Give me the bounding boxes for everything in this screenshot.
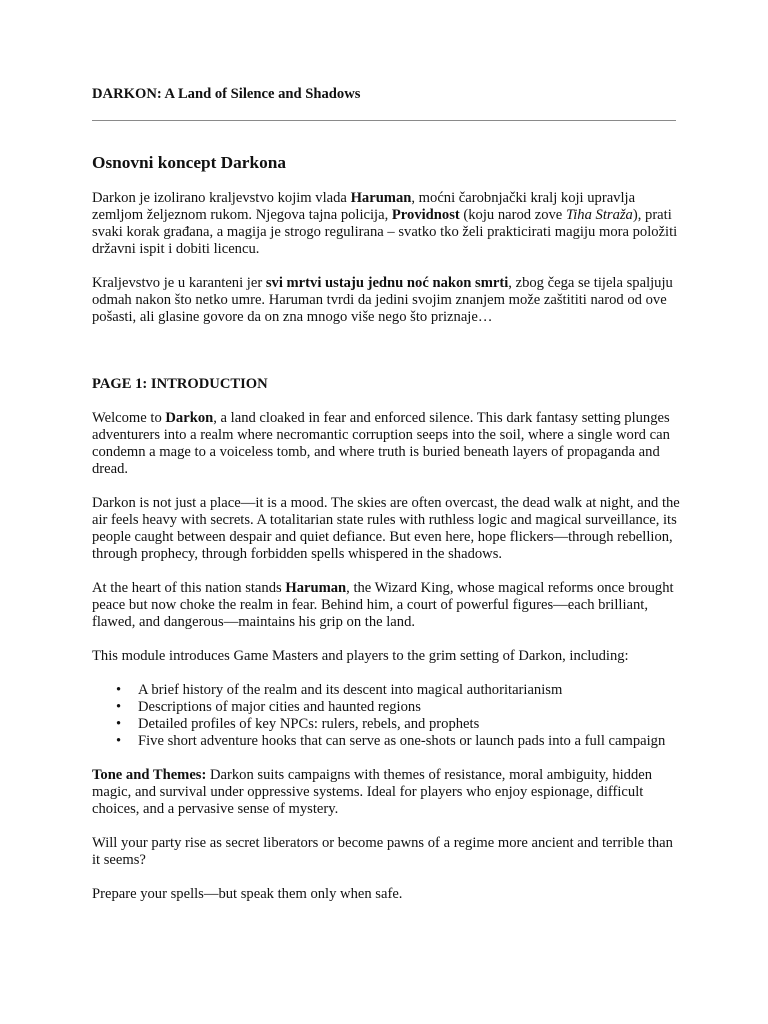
document-body xyxy=(92,152,680,903)
text-run: Kraljevstvo je u karanteni jer xyxy=(92,275,266,291)
list-item xyxy=(116,733,680,750)
paragraph-intro-1 xyxy=(92,410,680,478)
paragraph-intro-4 xyxy=(92,648,680,665)
list-item xyxy=(116,682,680,699)
paragraph-closing xyxy=(92,886,680,903)
paragraph-intro-2 xyxy=(92,495,680,563)
text-run: , a land cloaked in fear and enforced silence. This dark fantasy setting plunges adventurers into a realm where necromantic corruption seeps into the soil, where a single word can condemn a mage to a voiceless tomb, and where truth is buried beneath layers of propaganda and dread. xyxy=(92,410,670,477)
text-run: This module introduces Game Masters and players to the grim setting of Darkon, including: xyxy=(92,648,629,664)
paragraph-party-question xyxy=(92,835,680,869)
section-heading-sr: Osnovni koncept Darkona xyxy=(92,153,286,172)
paragraph-tone-themes xyxy=(92,767,680,818)
paragraph-sr-2 xyxy=(92,275,680,326)
emphasis-bold: Providnost xyxy=(391,207,460,223)
text-run: Welcome to xyxy=(92,410,166,426)
text-run: Darkon is not just a place—it is a mood. The skies are often overcast, the dead walk at night, and the air feels heavy with secrets. A totalitarian state rules with ruthless logic and magical surveillance, its people caught between despair and quiet defiance. But even here, hope flickers—through rebellion, through prophecy, through forbidden spells whispered in the shadows. xyxy=(92,495,680,562)
header-divider xyxy=(92,120,676,121)
emphasis-bold: Darkon xyxy=(165,410,214,426)
text-run: Darkon je izolirano kraljevstvo kojim vlada xyxy=(92,190,351,206)
bullet-icon: • xyxy=(116,733,122,749)
bullet-icon: • xyxy=(116,716,122,732)
list-item-text: Detailed profiles of key NPCs: rulers, rebels, and prophets xyxy=(138,716,480,732)
emphasis-bold: Tone and Themes: xyxy=(92,767,207,783)
document-title: DARKON: A Land of Silence and Shadows xyxy=(92,86,361,102)
list-item-text: A brief history of the realm and its descent into magical authoritarianism xyxy=(138,682,563,698)
emphasis-bold: svi mrtvi ustaju jednu noć nakon smrti xyxy=(265,275,509,291)
list-item xyxy=(116,716,680,733)
text-run: (koju narod zove xyxy=(459,207,566,223)
bullet-icon: • xyxy=(116,682,122,698)
paragraph-sr-1 xyxy=(92,190,680,258)
text-run: Prepare your spells—but speak them only when safe. xyxy=(92,886,403,902)
list-item-text: Five short adventure hooks that can serve as one-shots or launch pads into a full campaign xyxy=(138,733,666,749)
text-run: , moćni čarobnjački kralj koji upravlja zemljom željeznom rukom. Njegova tajna policija, xyxy=(92,190,636,223)
text-run: Will your party rise as secret liberators or become pawns of a regime more ancient and terrible than it seems? xyxy=(92,835,673,868)
text-run: , the Wizard King, whose magical reforms once brought peace but now choke the realm in fear. Behind him, a court of powerful figures—each brilliant, flawed, and dangerous—maintains his grip on the land. xyxy=(92,580,674,630)
text-run: At the heart of this nation stands xyxy=(92,580,286,596)
text-run: Darkon suits campaigns with themes of resistance, moral ambiguity, hidden magic, and survival under oppressive systems. Ideal for players who enjoy espionage, difficult choices, and a pervasive sense of mystery. xyxy=(92,767,653,817)
text-run: ), prati svaki korak građana, a magija je strogo regulirana – svatko tko želi prakticirati magiju mora položiti državni ispit i dobiti licencu. xyxy=(92,207,678,257)
list-item-text: Descriptions of major cities and haunted regions xyxy=(138,699,421,715)
emphasis-italic: Tiha Straža xyxy=(565,207,633,223)
list-item xyxy=(116,699,680,716)
emphasis-bold: Haruman xyxy=(350,190,412,206)
paragraph-intro-3 xyxy=(92,580,680,631)
bullet-icon: • xyxy=(116,699,122,715)
section-heading-intro: PAGE 1: INTRODUCTION xyxy=(92,376,268,392)
text-run: , zbog čega se tijela spaljuju odmah nakon što netko umre. Haruman tvrdi da jedini svojim znanjem može zaštititi narod od ove pošasti, ali glasine govore da on zna mnogo više nego što priznaje… xyxy=(92,275,673,325)
emphasis-bold: Haruman xyxy=(285,580,347,596)
module-contents-list xyxy=(92,682,680,750)
